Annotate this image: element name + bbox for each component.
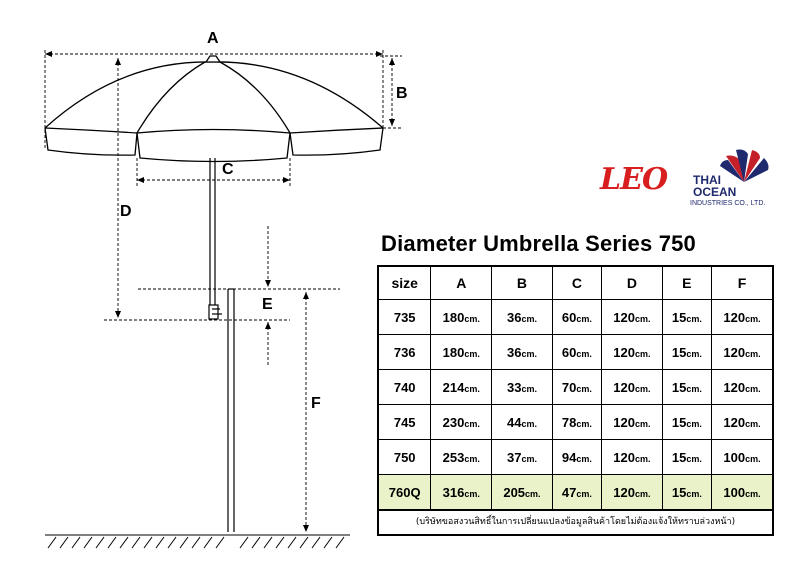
value-cell [711, 300, 773, 335]
base-pipe [228, 289, 234, 532]
table-header-row [378, 266, 773, 300]
cell-value: 44 [506, 414, 522, 430]
cell-unit: cm. [686, 418, 702, 429]
cell-unit: cm. [745, 313, 761, 324]
cell-value: 36 [506, 344, 522, 360]
value-cell [492, 335, 553, 370]
dimension-lines [45, 50, 402, 532]
cell-unit: cm. [745, 488, 761, 499]
cell-value: 60 [561, 344, 577, 360]
dim-label-b: B [396, 85, 408, 102]
cell-unit: cm. [521, 383, 537, 394]
cell-unit: cm. [464, 383, 480, 394]
cell-value: 15 [671, 449, 687, 465]
value-cell [492, 370, 553, 405]
column-header: C [552, 266, 601, 300]
cell-unit: cm. [521, 348, 537, 359]
value-cell [552, 335, 601, 370]
value-cell [602, 300, 663, 335]
column-header: B [492, 266, 553, 300]
size-cell: 760Q [378, 475, 431, 511]
cell-unit: cm. [576, 313, 592, 324]
value-cell [431, 475, 492, 511]
cell-unit: cm. [634, 418, 651, 429]
cell-value: 120 [613, 344, 635, 360]
cell-value: 100 [723, 484, 746, 500]
cell-unit: cm. [464, 418, 480, 429]
value-cell [431, 405, 492, 440]
cell-unit: cm. [686, 348, 702, 359]
size-cell: 735 [378, 300, 431, 335]
cell-value: 60 [561, 309, 577, 325]
cell-unit: cm. [745, 453, 761, 464]
disclaimer-note: (บริษัทขอสงวนสิทธิ์ในการเปลี่ยนแปลงข้อมูลสินค้าโดยไม่ต้องแจ้งให้ทราบล่วงหน้า) [377, 508, 774, 536]
column-header: size [378, 266, 431, 300]
ground-line [45, 535, 350, 548]
cell-unit: cm. [576, 418, 592, 429]
cell-unit: cm. [745, 418, 761, 429]
cell-unit: cm. [525, 488, 541, 499]
value-cell [662, 440, 711, 475]
cell-value: 94 [561, 449, 577, 465]
value-cell [711, 405, 773, 440]
value-cell [602, 405, 663, 440]
cell-value: 120 [723, 344, 746, 360]
cell-unit: cm. [686, 313, 702, 324]
dim-label-f: F [311, 395, 321, 412]
value-cell [431, 440, 492, 475]
umbrella-canopy [45, 56, 383, 162]
value-cell [662, 335, 711, 370]
size-cell: 740 [378, 370, 431, 405]
value-cell [711, 370, 773, 405]
cell-value: 15 [671, 484, 687, 500]
cell-value: 120 [723, 309, 746, 325]
cell-unit: cm. [464, 488, 480, 499]
value-cell [492, 440, 553, 475]
value-cell [662, 405, 711, 440]
cell-value: 15 [671, 344, 687, 360]
cell-unit: cm. [521, 313, 537, 324]
cell-unit: cm. [464, 453, 480, 464]
cell-value: 47 [561, 484, 577, 500]
cell-unit: cm. [576, 348, 592, 359]
cell-unit: cm. [634, 383, 651, 394]
cell-value: 120 [613, 414, 635, 430]
value-cell [552, 300, 601, 335]
value-cell [711, 335, 773, 370]
table-row [378, 405, 773, 440]
cell-unit: cm. [464, 348, 480, 359]
brand-logo-area [600, 148, 790, 218]
value-cell [492, 300, 553, 335]
company-subtitle: INDUSTRIES CO., LTD. [690, 200, 766, 207]
cell-value: 316 [442, 484, 465, 500]
table-row [378, 475, 773, 511]
value-cell [431, 370, 492, 405]
cell-value: 37 [506, 449, 522, 465]
size-cell: 750 [378, 440, 431, 475]
cell-value: 180 [442, 344, 465, 360]
cell-value: 15 [671, 309, 687, 325]
cell-unit: cm. [521, 418, 537, 429]
value-cell [662, 370, 711, 405]
cell-value: 230 [442, 414, 465, 430]
column-header: F [711, 266, 773, 300]
cell-unit: cm. [464, 313, 480, 324]
cell-unit: cm. [686, 383, 702, 394]
value-cell [552, 440, 601, 475]
cell-value: 120 [723, 414, 746, 430]
cell-value: 15 [671, 414, 687, 430]
cell-value: 120 [723, 379, 746, 395]
dim-label-d: D [120, 203, 132, 220]
cell-value: 120 [613, 449, 635, 465]
company-name-line1: THAI [693, 173, 721, 187]
cell-unit: cm. [576, 383, 592, 394]
value-cell [711, 440, 773, 475]
value-cell [431, 335, 492, 370]
cell-value: 214 [442, 379, 465, 395]
cell-unit: cm. [686, 488, 702, 499]
table-row [378, 300, 773, 335]
value-cell [552, 475, 601, 511]
cell-value: 100 [723, 449, 746, 465]
cell-value: 180 [442, 309, 465, 325]
umbrella-pole [209, 158, 222, 319]
spec-table [377, 265, 774, 511]
size-cell: 745 [378, 405, 431, 440]
value-cell [492, 475, 553, 511]
cell-unit: cm. [745, 383, 761, 394]
cell-value: 120 [613, 309, 635, 325]
cell-unit: cm. [634, 348, 651, 359]
cell-value: 36 [506, 309, 522, 325]
cell-value: 33 [506, 379, 522, 395]
value-cell [602, 335, 663, 370]
dim-label-e: E [262, 296, 273, 313]
value-cell [552, 370, 601, 405]
column-header: D [602, 266, 663, 300]
value-cell [602, 475, 663, 511]
value-cell [711, 475, 773, 511]
spec-table-title: Diameter Umbrella Series 750 [381, 231, 696, 256]
cell-value: 253 [442, 449, 465, 465]
column-header: E [662, 266, 711, 300]
value-cell [602, 440, 663, 475]
table-row [378, 370, 773, 405]
cell-unit: cm. [634, 488, 651, 499]
value-cell [662, 300, 711, 335]
table-row [378, 440, 773, 475]
value-cell [552, 405, 601, 440]
cell-unit: cm. [634, 453, 651, 464]
cell-value: 15 [671, 379, 687, 395]
cell-unit: cm. [576, 488, 592, 499]
table-row [378, 335, 773, 370]
thai-ocean-emblem-icon [716, 148, 772, 186]
dim-label-a: A [207, 30, 219, 47]
cell-value: 120 [613, 379, 635, 395]
cell-unit: cm. [686, 453, 702, 464]
size-cell: 736 [378, 335, 431, 370]
cell-unit: cm. [521, 453, 537, 464]
cell-value: 78 [561, 414, 577, 430]
leo-logo: LEO [600, 162, 668, 197]
cell-value: 205 [503, 484, 526, 500]
column-header: A [431, 266, 492, 300]
cell-unit: cm. [634, 313, 651, 324]
cell-value: 120 [613, 484, 635, 500]
dim-label-c: C [222, 161, 234, 178]
cell-unit: cm. [576, 453, 592, 464]
value-cell [431, 300, 492, 335]
value-cell [662, 475, 711, 511]
cell-unit: cm. [745, 348, 761, 359]
value-cell [492, 405, 553, 440]
cell-value: 70 [561, 379, 577, 395]
company-name-line2: OCEAN [693, 185, 737, 199]
value-cell [602, 370, 663, 405]
